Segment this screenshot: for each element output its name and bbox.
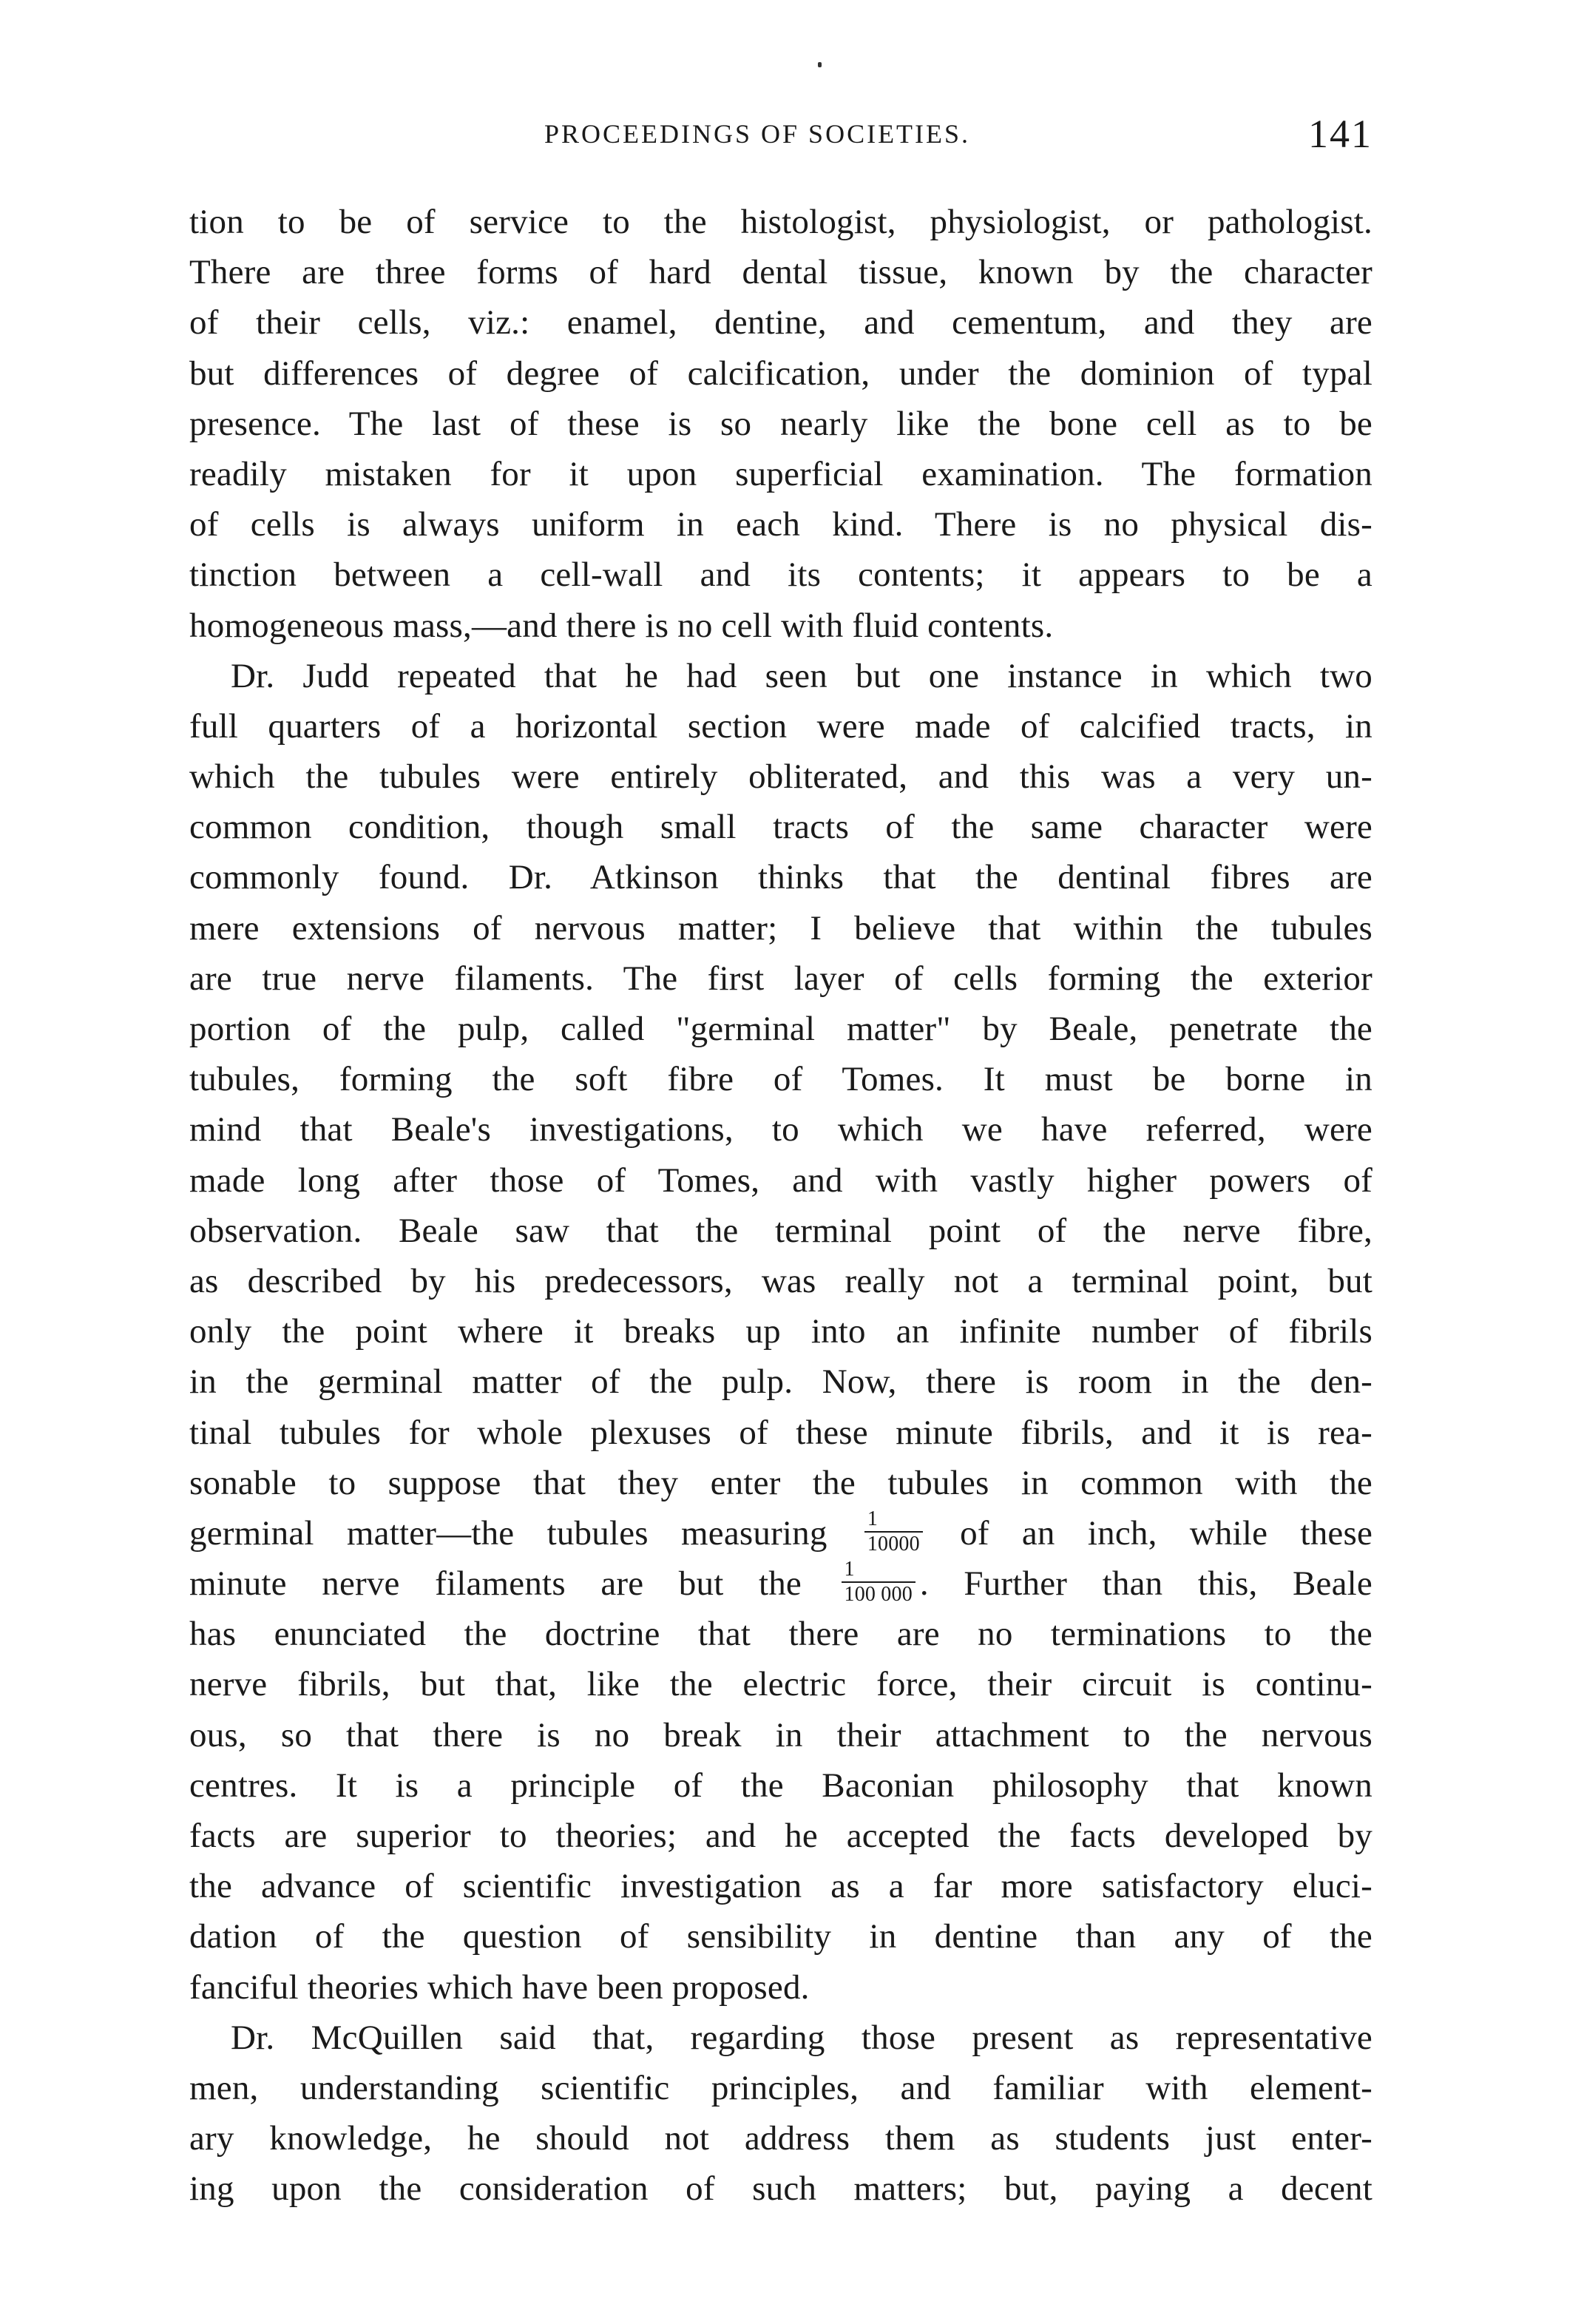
- text-line: common condition, though small tracts of the same character were: [189, 808, 1373, 847]
- text-line: made long after those of Tomes, and with vastly higher powers of: [189, 1161, 1373, 1200]
- text-line: commonly found. Dr. Atkinson thinks that the dentinal fibres are: [189, 858, 1373, 897]
- body-text: [189, 197, 1373, 2215]
- text-line: tinction between a cell-wall and its contents; it appears to be a: [189, 555, 1373, 595]
- running-header: [189, 111, 1373, 163]
- text-line: presence. The last of these is so nearly like the bone cell as to be: [189, 404, 1373, 443]
- text-line-with-fraction: [189, 1558, 1373, 1609]
- text-line: of cells is always uniform in each kind. There is no physical dis-: [189, 505, 1373, 544]
- text-line: tinal tubules for whole plexuses of these minute fibrils, and it is rea-: [189, 1413, 1373, 1452]
- text-line: dation of the question of sensibility in dentine than any of the: [189, 1917, 1373, 1956]
- text-line: fanciful theories which have been proposed.: [189, 1967, 810, 2007]
- text-line: tion to be of service to the histologist, physiologist, or pathologist.: [189, 203, 1373, 241]
- text-line: men, understanding scientific principles, and familiar with element-: [189, 2068, 1373, 2107]
- text-line: Dr. Judd repeated that he had seen but one instance in which two: [231, 656, 1373, 695]
- text-line: as described by his predecessors, was really not a terminal point, but: [189, 1261, 1373, 1300]
- fraction: [842, 1559, 915, 1605]
- text-line: only the point where it breaks up into an infinite number of fibrils: [189, 1312, 1373, 1351]
- fraction-line-text-before: germinal matter—the tubules measuring: [189, 1513, 827, 1553]
- text-line: sonable to suppose that they enter the tubules in common with the: [189, 1463, 1373, 1502]
- text-line: nerve fibrils, but that, like the electric force, their circuit is continu-: [189, 1665, 1373, 1704]
- text-line: homogeneous mass,—and there is no cell with fluid contents.: [189, 606, 1054, 645]
- text-line: ing upon the consideration of such matters; but, paying a decent: [189, 2169, 1373, 2209]
- running-title: PROCEEDINGS OF SOCIETIES.: [544, 119, 971, 149]
- fraction-line-text-before: minute nerve filaments are but the: [189, 1564, 802, 1604]
- text-line: readily mistaken for it upon superficial examination. The formation: [189, 454, 1373, 493]
- text-line: which the tubules were entirely obliterated, and this was a very un-: [189, 757, 1373, 797]
- text-line: has enunciated the doctrine that there are no terminations to the: [189, 1615, 1373, 1654]
- text-line-with-fraction: [189, 1508, 1373, 1558]
- text-line: in the germinal matter of the pulp. Now, there is room in the den-: [189, 1362, 1373, 1402]
- text-line: full quarters of a horizontal section were made of calcified tracts, in: [189, 706, 1373, 746]
- fraction-line-text-after: of an inch, while these: [960, 1513, 1373, 1553]
- text-line: but differences of degree of calcification, under the dominion of typal: [189, 354, 1373, 393]
- text-line: are true nerve filaments. The first layer of cells forming the exterior: [189, 959, 1373, 998]
- ink-speck: [818, 62, 822, 67]
- text-line: There are three forms of hard dental tissue, known by the character: [189, 253, 1373, 292]
- text-line: of their cells, viz.: enamel, dentine, and cementum, and they are: [189, 303, 1373, 342]
- text-line: ary knowledge, he should not address them as students just enter-: [189, 2119, 1373, 2158]
- text-line: facts are superior to theories; and he accepted the facts developed by: [189, 1817, 1373, 1855]
- page-number: 141: [1308, 112, 1373, 156]
- text-line: the advance of scientific investigation as a far more satisfactory eluci-: [189, 1867, 1373, 1906]
- text-line: centres. It is a principle of the Baconian philosophy that known: [189, 1766, 1373, 1805]
- fraction-denominator: 100 000: [844, 1583, 913, 1607]
- text-line: ous, so that there is no break in their attachment to the nervous: [189, 1715, 1373, 1754]
- fraction-numerator: 1: [864, 1509, 923, 1533]
- text-line: mere extensions of nervous matter; I believe that within the tubules: [189, 908, 1373, 947]
- text-line: tubules, forming the soft fibre of Tomes. It must be borne in: [189, 1060, 1373, 1099]
- fraction-line-text-after: . Further than this, Beale: [919, 1564, 1373, 1604]
- text-line: mind that Beale's investigations, to which we have referred, were: [189, 1110, 1373, 1149]
- fraction: [864, 1509, 923, 1555]
- text-line: portion of the pulp, called "germinal matter" by Beale, penetrate the: [189, 1010, 1373, 1048]
- fraction-denominator: 10000: [867, 1533, 920, 1556]
- text-line: observation. Beale saw that the terminal point of the nerve fibre,: [189, 1211, 1373, 1250]
- fraction-numerator: 1: [842, 1559, 915, 1583]
- text-line: Dr. McQuillen said that, regarding those present as representative: [231, 2018, 1373, 2057]
